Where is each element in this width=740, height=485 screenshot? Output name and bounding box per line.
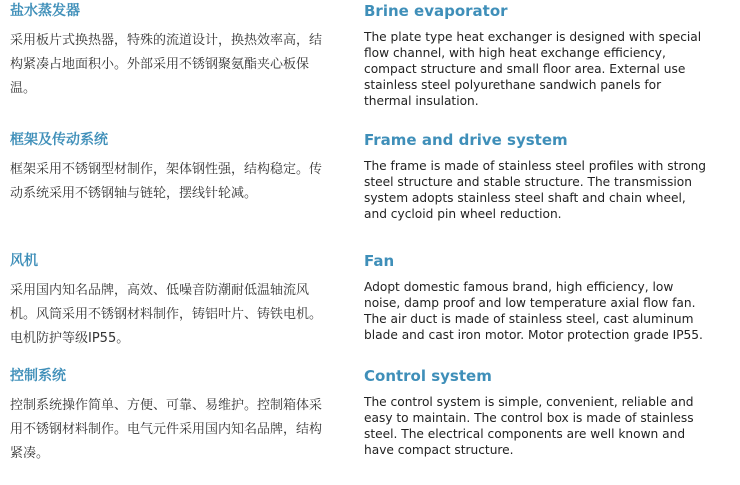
zh-section-body: 控制系统操作简单、方便、可靠、易维护。控制箱体采用不锈钢材料制作。电气元件采用国内知名品牌，结构紧凑。 bbox=[10, 398, 323, 461]
en-section-title: Brine evaporator bbox=[364, 2, 508, 20]
zh-section-control-system bbox=[10, 367, 330, 466]
zh-section-brine-evaporator bbox=[10, 2, 330, 101]
en-section-title: Control system bbox=[364, 367, 492, 385]
zh-section-fan bbox=[10, 252, 330, 351]
en-section-frame-drive bbox=[364, 131, 710, 222]
en-section-body: The frame is made of stainless steel profiles with strong steel structure and stable structure. The transmission system adopts stainless steel shaft and chain wheel, and cycloid pin wheel reduction. bbox=[364, 159, 707, 221]
zh-section-title: 控制系统 bbox=[10, 368, 66, 384]
en-section-body: The control system is simple, convenient, reliable and easy to maintain. The control box is made of stainless steel. The electrical components are well known and have compact structure. bbox=[364, 395, 694, 457]
zh-section-frame-drive bbox=[10, 131, 330, 206]
zh-section-title: 盐水蒸发器 bbox=[10, 3, 80, 19]
en-section-body: Adopt domestic famous brand, high efficiency, low noise, damp proof and low temperature axial flow fan. The air duct is made of stainless steel, cast aluminum blade and cast iron motor. Motor protection grade IP55. bbox=[364, 280, 703, 342]
en-section-fan bbox=[364, 252, 710, 343]
en-section-title: Fan bbox=[364, 252, 395, 270]
en-section-control-system bbox=[364, 367, 710, 458]
zh-section-title: 风机 bbox=[10, 253, 38, 269]
zh-section-body: 采用国内知名品牌，高效、低噪音防潮耐低温轴流风机。风筒采用不锈钢材料制作，铸铝叶片、铸铁电机。电机防护等级IP55。 bbox=[10, 283, 323, 346]
en-section-title: Frame and drive system bbox=[364, 131, 568, 149]
zh-section-body: 采用板片式换热器，特殊的流道设计，换热效率高，结构紧凑占地面积小。外部采用不锈钢聚氨酯夹心板保温。 bbox=[10, 33, 323, 96]
zh-section-body: 框架采用不锈钢型材制作，架体钢性强，结构稳定。传动系统采用不锈钢轴与链轮，摆线针轮减。 bbox=[10, 162, 323, 201]
en-section-brine-evaporator bbox=[364, 2, 710, 109]
en-section-body: The plate type heat exchanger is designed with special flow channel, with high heat exchange efficiency, compact structure and small floor area. External use stainless steel polyurethane sandwich panels for thermal insulation. bbox=[364, 30, 702, 108]
zh-section-title: 框架及传动系统 bbox=[10, 132, 108, 148]
